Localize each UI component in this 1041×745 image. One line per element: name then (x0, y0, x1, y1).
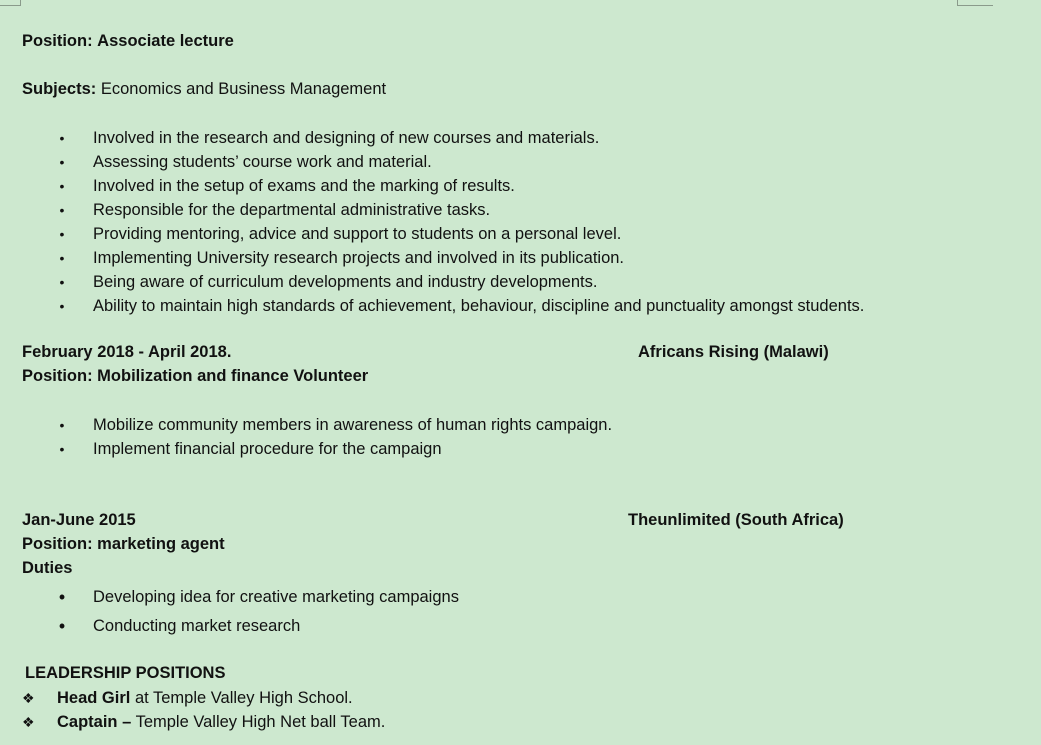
list-item: • Developing idea for creative marketing campaigns (0, 583, 459, 612)
bullet-icon: • (59, 274, 65, 290)
diamond-bullet-icon: ❖ (22, 714, 35, 730)
subjects-label: Subjects: (22, 80, 97, 98)
leadership-list (0, 686, 385, 734)
list-item: ❖ Captain – Temple Valley High Net ball Team. (0, 710, 385, 734)
list-item: • Providing mentoring, advice and support to students on a personal level. (0, 222, 864, 246)
bullet-icon: • (59, 178, 65, 194)
bullet-icon: • (59, 441, 65, 457)
position-label: Position: (22, 32, 93, 50)
duties-heading: Duties (22, 559, 73, 577)
list-item: • Being aware of curriculum developments and industry developments. (0, 270, 864, 294)
bullet-icon: • (59, 154, 65, 170)
list-item: ❖ Head Girl at Temple Valley High School. (0, 686, 385, 710)
subjects-line (22, 80, 386, 99)
list-item: • Responsible for the departmental administrative tasks. (0, 198, 864, 222)
volunteer-duties-list (0, 413, 612, 461)
bullet-icon: • (58, 616, 66, 636)
bullet-icon: • (59, 226, 65, 242)
page-corner-mark-left (0, 0, 21, 6)
bullet-icon: • (58, 587, 66, 607)
bullet-icon: • (59, 250, 65, 266)
africans-rising-org: Africans Rising (Malawi) (638, 343, 829, 361)
subjects-value: Economics and Business Management (100, 80, 387, 98)
list-item: • Conducting market research (0, 612, 459, 641)
theunlimited-dates: Jan-June 2015 (22, 511, 136, 529)
position-associate-lecture (22, 32, 234, 51)
diamond-bullet-icon: ❖ (22, 690, 35, 706)
list-item: • Mobilize community members in awareness of human rights campaign. (0, 413, 612, 437)
marketing-position: Position: marketing agent (22, 535, 225, 553)
leadership-heading: LEADERSHIP POSITIONS (25, 664, 226, 682)
lecture-duties-list (0, 126, 864, 318)
list-item: • Implement financial procedure for the campaign (0, 437, 612, 461)
list-item: • Ability to maintain high standards of achievement, behaviour, discipline and punctuality amongst students. (0, 294, 864, 318)
bullet-icon: • (59, 130, 65, 146)
bullet-icon: • (59, 202, 65, 218)
volunteer-position: Position: Mobilization and finance Volunteer (22, 367, 369, 385)
list-item: • Implementing University research projects and involved in its publication. (0, 246, 864, 270)
bullet-icon: • (59, 417, 65, 433)
africans-rising-dates: February 2018 - April 2018. (22, 343, 232, 361)
list-item: • Involved in the research and designing of new courses and materials. (0, 126, 864, 150)
list-item: • Involved in the setup of exams and the marking of results. (0, 174, 864, 198)
bullet-icon: • (59, 298, 65, 314)
page-corner-mark-right (957, 0, 993, 6)
theunlimited-org: Theunlimited (South Africa) (628, 511, 844, 529)
position-value: Associate lecture (97, 32, 234, 50)
list-item: • Assessing students’ course work and material. (0, 150, 864, 174)
marketing-duties-list (0, 583, 459, 641)
